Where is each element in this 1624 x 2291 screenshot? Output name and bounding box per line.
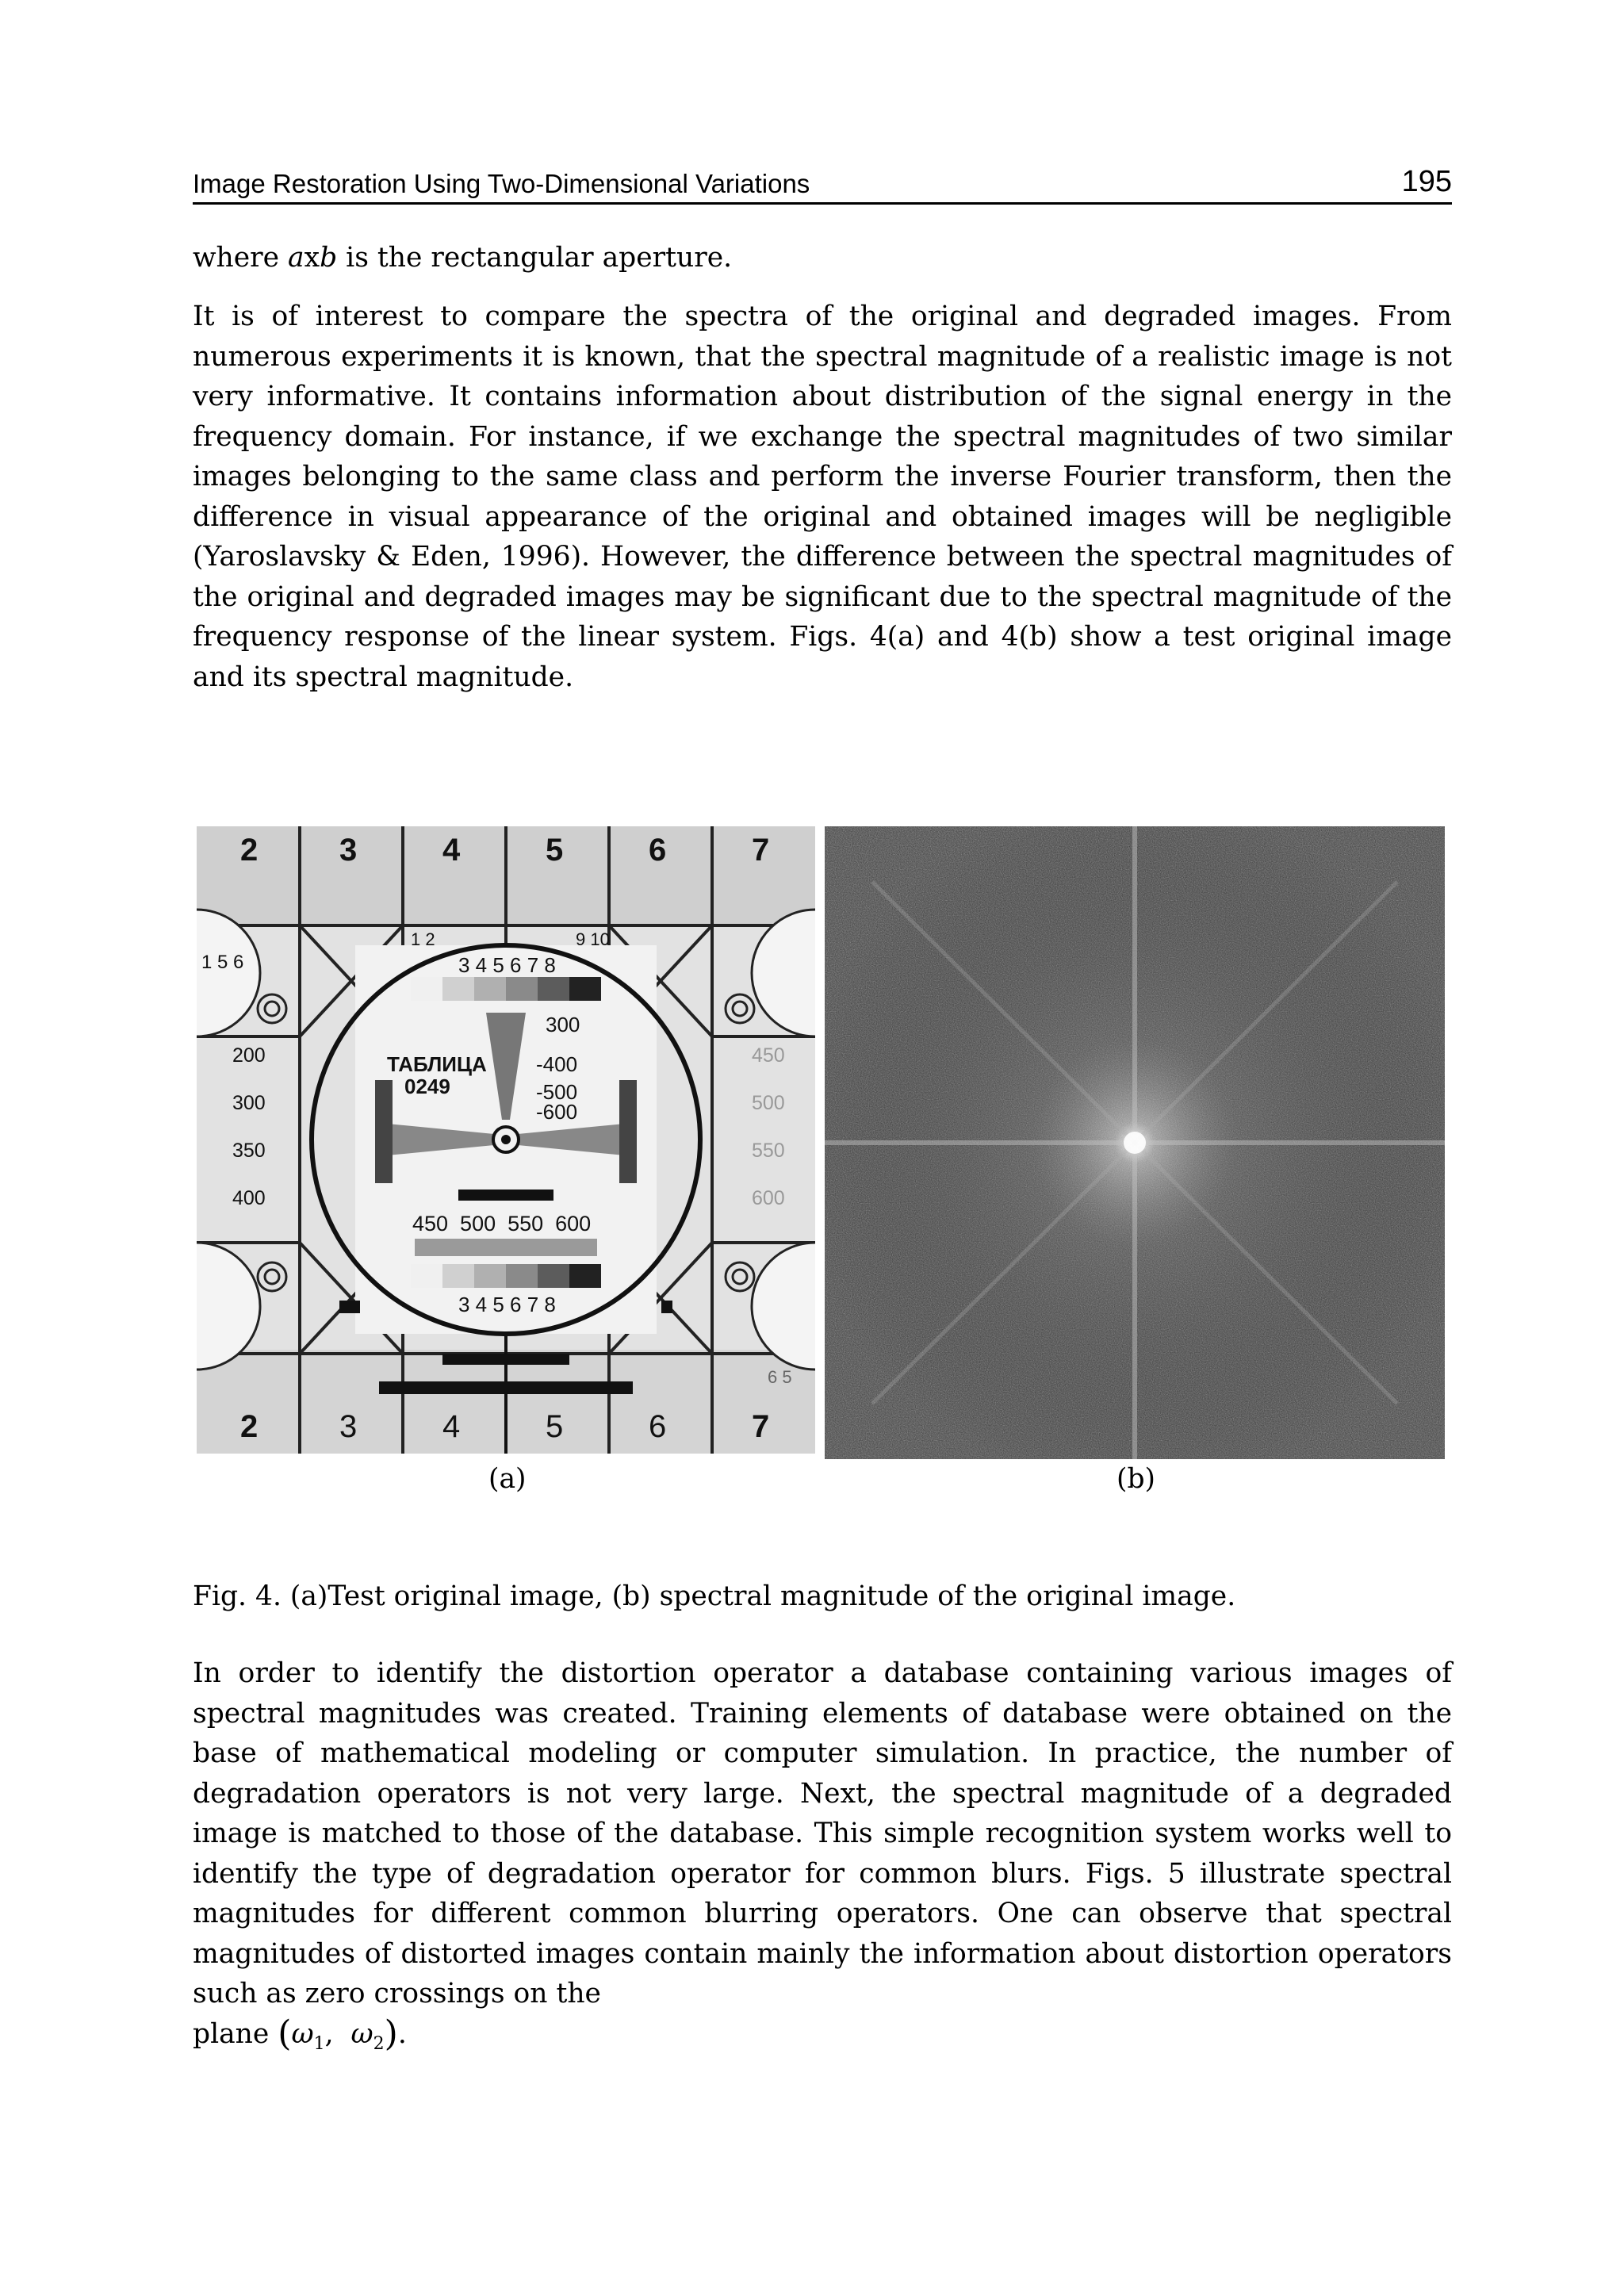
chart-left-res: 200 <box>232 1044 266 1067</box>
chart-res-label: -600 <box>536 1100 578 1124</box>
chart-bottom-num: 6 <box>649 1409 667 1444</box>
test-chart-image <box>197 826 815 1454</box>
chart-top-num: 7 <box>752 833 770 868</box>
chart-title-line: 0249 <box>404 1075 450 1098</box>
subfigure-label-b: (b) <box>1116 1463 1156 1495</box>
chart-left-res: 300 <box>232 1092 266 1114</box>
chart-inner-label: 1 2 <box>411 929 435 949</box>
chart-bottom-num: 3 <box>339 1409 358 1444</box>
chart-bottom-num: 2 <box>240 1409 259 1444</box>
math-omega: ω <box>350 2017 373 2050</box>
page-header <box>193 163 1452 205</box>
chart-right-res: 600 <box>752 1187 785 1209</box>
chart-top-num: 6 <box>649 833 667 868</box>
chart-scale-label: 3 4 5 6 7 8 <box>458 953 556 977</box>
chart-res-label: -500 <box>536 1080 578 1104</box>
chart-bottom-res-label: 450 500 550 600 <box>412 1212 592 1236</box>
figure-caption: Fig. 4. (a)Test original image, (b) spectral magnitude of the original image. <box>193 1580 1236 1612</box>
running-title: Image Restoration Using Two-Dimensional Variations <box>193 169 810 198</box>
spectral-magnitude-image <box>825 826 1445 1459</box>
text-run: In order to identify the distortion operator a database containing various images of spectral magnitudes was created. Training elements of database were obtained on the base of mathematical modeling or computer simulation. In practice, the number of degradation operators is not very large. Next, the spectral magnitude of a degraded image is matched to those of the database. This simple recognition system works well to identify the type of degradation operator for common blurs. Figs. 5 illustrate spectral magnitudes for different common blurring operators. One can observe that spectral magnitudes of distorted images contain mainly the information about distortion operators such as zero crossings on the <box>193 1657 1452 2009</box>
math-var-b: b <box>320 242 338 274</box>
spectrum-drawing <box>825 826 1445 1459</box>
math-omega: ω <box>291 2017 314 2050</box>
chart-inner-label: 9 10 <box>576 929 610 949</box>
math-var-a: a <box>288 242 304 274</box>
chart-top-num: 2 <box>240 833 259 868</box>
chart-title-line: ТАБЛИЦА <box>387 1052 487 1076</box>
page-number: 195 <box>1401 165 1452 198</box>
paragraph-spectra: It is of interest to compare the spectra of the original and degraded images. From numerous experiments it is known, that the spectral magnitude of a realistic image is not very informative. It contains information about distribution of the signal energy in the frequency domain. For instance, if we exchange the spectral magnitudes of two similar images belonging to the same class and perform the inverse Fourier transform, then the difference in visual appearance of the original and obtained images will be negligible (Yaroslavsky & Eden, 1996). However, the difference between the spectral magnitudes of the original and degraded images may be significant due to the spectral magnitude of the frequency response of the linear system. Figs. 4(a) and 4(b) show a test original image and its spectral magnitude. <box>193 301 1452 693</box>
chart-bottom-num: 7 <box>752 1409 770 1444</box>
chart-scale-label: 3 4 5 6 7 8 <box>458 1293 556 1316</box>
subfigure-label-a: (a) <box>488 1463 527 1495</box>
chart-res-label: -400 <box>536 1052 578 1076</box>
plane-expression: ($\omega_1$, $\omega_2$) <box>278 2013 398 2054</box>
chart-right-res: 450 <box>752 1044 785 1067</box>
text-run: . <box>397 2017 407 2050</box>
chart-bottom-num: 5 <box>546 1409 564 1444</box>
text-run: plane <box>193 2017 270 2050</box>
chart-left-res: 350 <box>232 1140 266 1162</box>
paren-close: ) <box>384 2013 398 2054</box>
chart-res-label: 300 <box>546 1013 580 1036</box>
chart-top-num: 3 <box>339 833 358 868</box>
chart-side-label: 1 5 6 <box>201 952 244 973</box>
text-run: is the rectangular aperture. <box>337 242 733 274</box>
chart-side-label: 6 5 <box>768 1367 792 1387</box>
math-times: x <box>304 242 320 274</box>
text-run: where <box>193 242 289 274</box>
math-subscript: 2 <box>373 2033 385 2054</box>
math-subscript: 1 <box>313 2033 325 2054</box>
chart-bottom-num: 4 <box>442 1409 461 1444</box>
chart-top-num: 4 <box>442 833 461 868</box>
paragraph-distortion-operator <box>193 1653 1452 2064</box>
test-chart-text-layer <box>197 826 815 1454</box>
chart-left-res: 400 <box>232 1187 266 1209</box>
paren-open: ( <box>278 2013 292 2054</box>
chart-right-res: 500 <box>752 1092 785 1114</box>
chart-right-res: 550 <box>752 1140 785 1162</box>
chart-top-num: 5 <box>546 833 564 868</box>
paragraph-aperture <box>193 238 1452 278</box>
